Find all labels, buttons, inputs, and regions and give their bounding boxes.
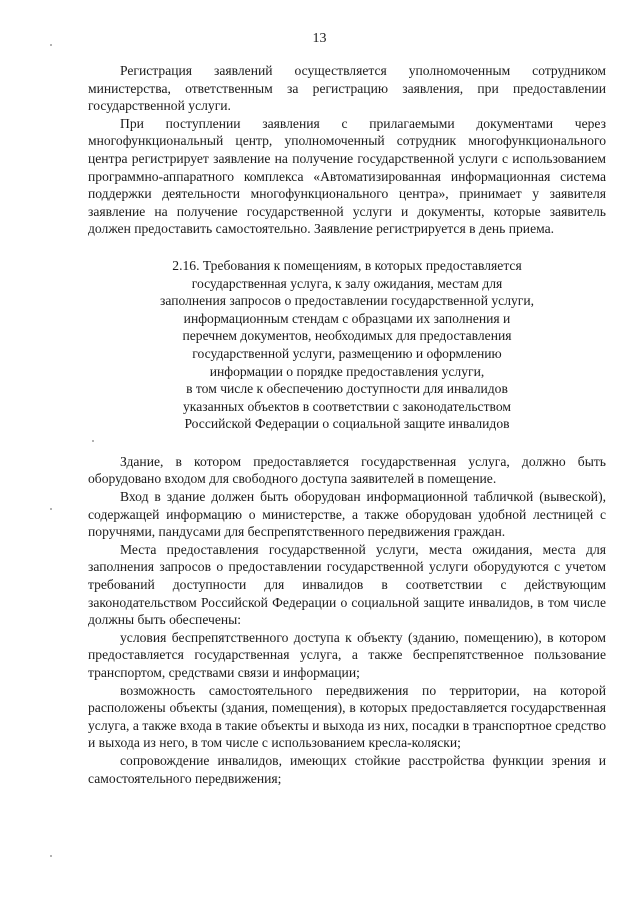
heading-line: Российской Федерации о социальной защите инвалидов (184, 416, 510, 432)
section-heading-2-16 (88, 257, 606, 433)
heading-line: информации о порядке предоставления услуги, (209, 363, 485, 379)
scan-speck (50, 855, 52, 857)
heading-line: в том числе к обеспечению доступности для инвалидов (186, 381, 508, 397)
heading-line: заполнения запросов о предоставлении государственной услуги, (159, 293, 535, 309)
paragraph-registration: Регистрация заявлений осуществляется уполномоченным сотрудником министерства, ответственным за регистрацию заявления, при предоставлении государственной услуги. (88, 63, 606, 114)
scan-speck (50, 44, 52, 46)
paragraph-signage: Вход в здание должен быть оборудован информационной табличкой (вывеской), содержащей информацию о министерстве, а также оборудован удобной лестницей с поручнями, пандусами для беспрепятственного передвижения граждан. (88, 489, 606, 540)
paragraph-mfc-registration: При поступлении заявления с прилагаемыми документами через многофункциональный центр, уполномоченный сотрудник многофункционального центра регистрирует заявление на получение государственной услуги с использованием программно-аппаратного комплекса «Автоматизированная информационная система поддержки деятельности многофункционального центра», принимает у заявителя заявление на получение государственной услуги и документы, которые заявитель должен предоставить самостоятельно. Заявление регистрируется в день приема. (88, 115, 606, 237)
scan-speck (92, 440, 94, 442)
heading-line: государственной услуги, размещению и оформлению (192, 345, 502, 361)
page-number: 13 (312, 31, 327, 46)
paragraph-escort: сопровождение инвалидов, имеющих стойкие расстройства функции зрения и самостоятельного передвижения; (88, 752, 606, 786)
paragraph-accessibility-requirements: Места предоставления государственной услуги, места ожидания, места для заполнения запросов о предоставлении государственной услуги оборудуются с учетом требований доступности для инвалидов в соответствии с действующим законодательством Российской Федерации о социальной защите инвалидов, в том числе должны быть обеспечены: (88, 541, 606, 628)
heading-line: информационным стендам с образцами их заполнения и (183, 310, 511, 326)
heading-line: государственная услуга, к залу ожидания, местам для (191, 275, 503, 291)
paragraph-barrier-free-access: условия беспрепятственного доступа к объекту (зданию, помещению), в котором предоставляется государственная услуга, а также беспрепятственное пользование транспортом, средствами связи и информации; (88, 629, 606, 680)
heading-line: указанных объектов в соответствии с законодательством (183, 398, 511, 414)
heading-line: перечнем документов, необходимых для предоставления (182, 328, 512, 344)
heading-line: 2.16. Требования к помещениям, в которых предоставляется (172, 257, 522, 273)
paragraph-independent-movement: возможность самостоятельного передвижения по территории, на которой расположены объекты (здания, помещения), в которых предоставляется государственная услуга, а также входа в такие объекты и выхода из них, посадки в транспортное средство и выхода из него, в том числе с использованием кресла-коляски; (88, 682, 606, 751)
scan-speck (50, 508, 52, 510)
page-content (88, 62, 606, 787)
paragraph-building-entrance: Здание, в котором предоставляется государственная услуга, должно быть оборудовано входом для свободного доступа заявителей в помещение. (88, 453, 606, 487)
